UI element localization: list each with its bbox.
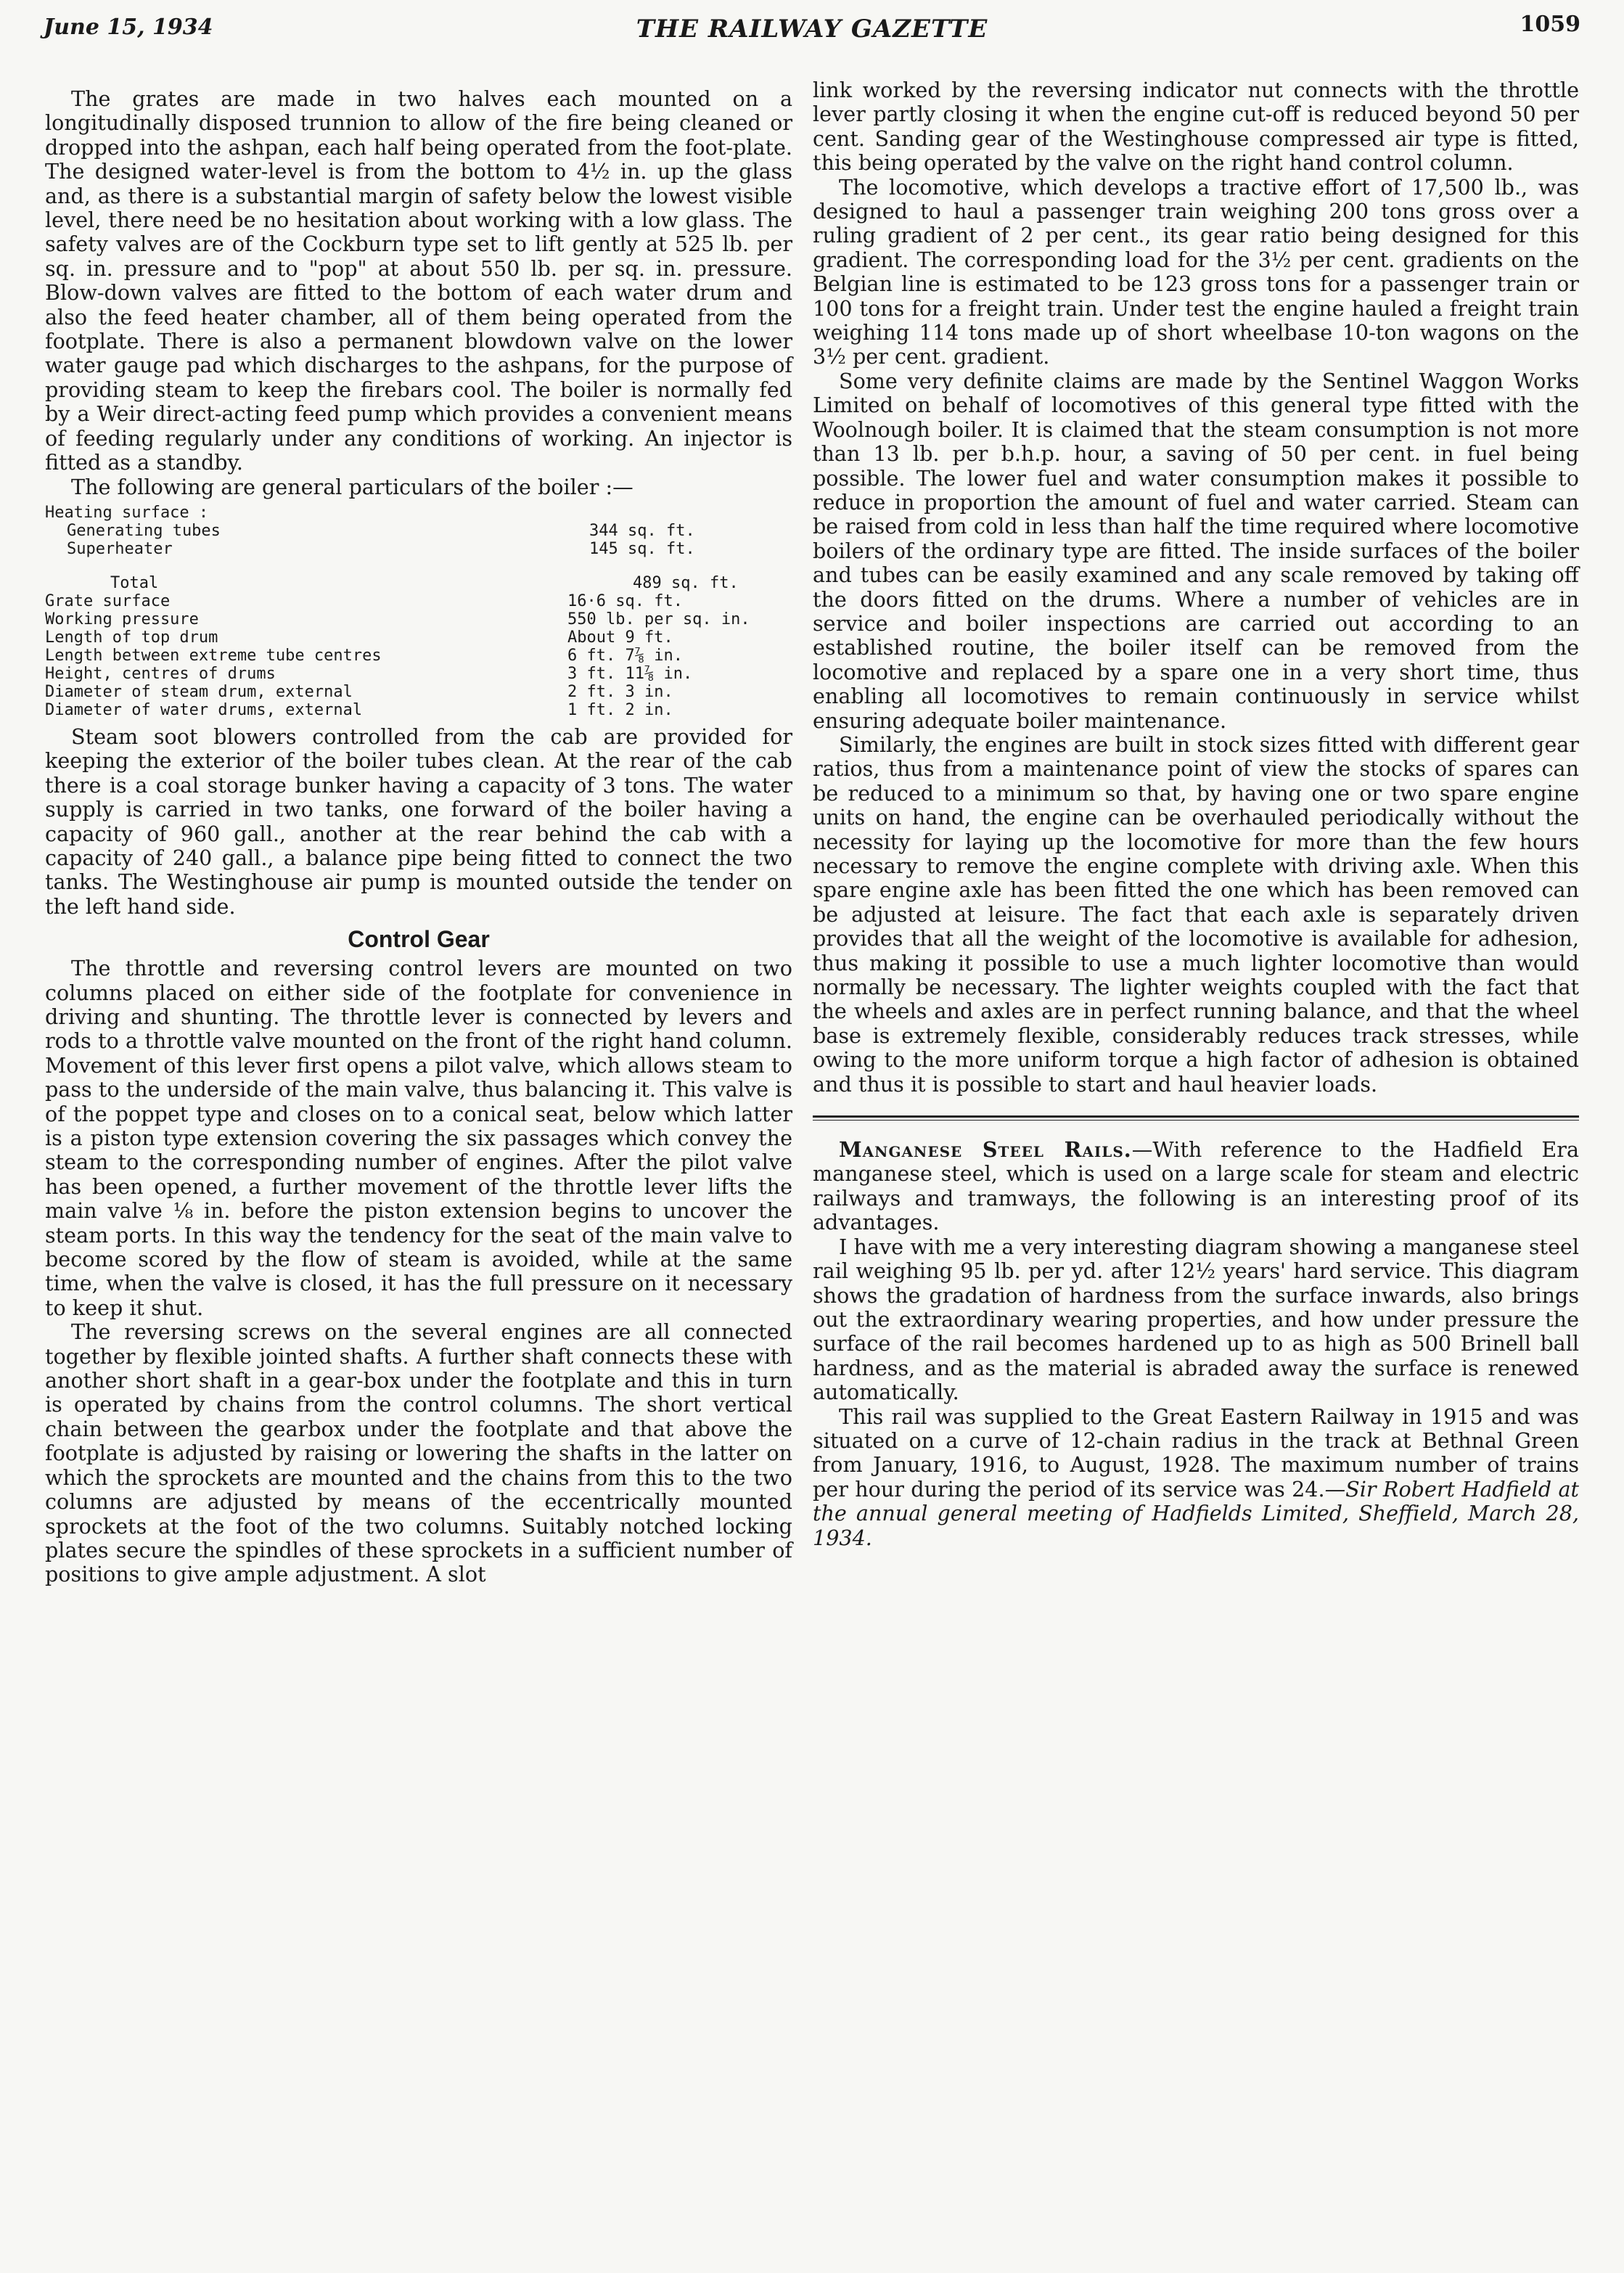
- spec-row: [45, 665, 792, 683]
- paragraph: The throttle and reversing control levers are mounted on two columns placed on either side of the footplate for convenience in driving and shunting. The throttle lever is connected by levers and rods to a throttle valve mounted on the front of the right hand column. Movement of this lever first opens a pilot valve, which allows steam to pass to the underside of the main valve, thus balancing it. This valve is of the poppet type and closes on to a conical seat, below which latter is a piston type extension covering the six passages which convey the steam to the corresponding number of engines. After the pilot valve has been opened, a further movement of the throttle lever lifts the main valve ⅛ in. before the piston extension begins to uncover the steam ports. In this way the tendency for the seat of the main valve to become scored by the flow of steam is avoided, while at the same time, when the valve is closed, it has the full pressure on it necessary to keep it shut.: [45, 956, 792, 1320]
- paragraph: The grates are made in two halves each mounted on a longitudinally disposed trunnion to allow of the fire being cleaned or dropped into the ashpan, each half being operated from the foot-plate. The designed water-level is from the bottom to 4½ in. up the glass and, as there is a substantial margin of safety below the lowest visible level, there need be no hesitation about working with a low glass. The safety valves are of the Cockburn type set to lift gently at 525 lb. per sq. in. pressure and to "pop" at about 550 lb. per sq. in. pressure. Blow-down valves are fitted to the bottom of each water drum and also the feed heater chamber, all of them being operated from the footplate. There is also a permanent blowdown valve on the lower water gauge pad which discharges to the ashpans, for the purpose of providing steam to keep the firebars cool. The boiler is normally fed by a Weir direct-acting feed pump which provides a convenient means of feeding regularly under any conditions of working. An injector is fitted as a standby.: [45, 86, 792, 475]
- spec-row: [45, 574, 792, 592]
- spec-value: 344 sq. ft.: [589, 521, 695, 540]
- boiler-specifications-table: [45, 504, 792, 719]
- news-item-heading: Manganese Steel Rails.: [839, 1137, 1132, 1163]
- spec-label: Heating surface :: [45, 503, 209, 522]
- spec-label: Generating tubes: [67, 521, 221, 540]
- page-number: 1059: [1520, 12, 1580, 37]
- spec-row: [45, 522, 792, 540]
- spacer: [45, 558, 792, 574]
- spec-value: 550 lb. per sq. in.: [567, 610, 750, 628]
- spec-value: 145 sq. ft.: [589, 539, 695, 558]
- attribution: —Sir Robert Hadfield at the annual general meeting of Hadfields Limited, Sheffield, March 28, 1934.: [813, 1476, 1579, 1550]
- paragraph: [813, 1405, 1579, 1550]
- spec-label: Grate surface: [45, 591, 171, 610]
- right-column: [813, 78, 1579, 1550]
- spec-label: Diameter of water drums, external: [45, 700, 363, 719]
- spec-label: Total: [110, 573, 159, 592]
- paragraph: Similarly, the engines are built in stock sizes fitted with different gear ratios, thus from a maintenance point of view the stocks of spares can be reduced to a minimum so that, by having one or two spare engine units on hand, the engine can be overhauled periodically without the necessity for laying up the locomotive for more than the few hours necessary to remove the engine complete with driving axle. When this spare engine axle has been fitted the one which has been removed can be adjusted at leisure. The fact that each axle is separately driven provides that all the weight of the locomotive is available for adhesion, thus making it possible to use a much lighter locomotive than would normally be necessary. The lighter weights coupled with the fact that the wheels and axles are in perfect running balance, and that the wheel base is extremely flexible, considerably reduces track stresses, while owing to the more uniform torque a high factor of adhesion is obtained and thus it is possible to start and haul heavier loads.: [813, 732, 1579, 1097]
- issue-date: June 15, 1934: [44, 15, 213, 40]
- spec-label: Superheater: [67, 539, 173, 558]
- spec-value: 3 ft. 11⅞ in.: [567, 664, 693, 683]
- spec-row: [45, 592, 792, 610]
- spec-row: [45, 504, 792, 522]
- spec-label: Length of top drum: [45, 628, 218, 647]
- section-heading: Control Gear: [348, 926, 490, 953]
- spec-row: [45, 628, 792, 647]
- news-item-text: —With reference to the Hadfield Era manganese steel, which is used on a large scale for steam and electric railways and tramways, the following is an interesting proof of its advantages.: [813, 1137, 1579, 1235]
- paragraph: The reversing screws on the several engines are all connected together by flexible jointed shafts. A further shaft connects these with another short shaft in a gear-box under the footplate and this in turn is operated by chains from the control columns. The short vertical chain between the gearbox under the footplate and that above the footplate is adjusted by raising or lowering the shafts in the latter on which the sprockets are mounted and the chains from this to the two columns are adjusted by means of the eccentrically mounted sprockets at the foot of the two columns. Suitably notched locking plates secure the spindles of these sprockets in a sufficient number of positions to give ample adjustment. A slot: [45, 1319, 792, 1587]
- spec-label: Length between extreme tube centres: [45, 646, 382, 665]
- spec-value: 2 ft. 3 in.: [567, 682, 673, 701]
- spec-value: About 9 ft.: [567, 628, 673, 647]
- paragraph: The following are general particulars of the boiler :—: [71, 474, 633, 499]
- spec-row: [45, 540, 792, 558]
- spec-value: 489 sq. ft.: [633, 573, 739, 592]
- spec-row: [45, 647, 792, 665]
- spec-label: Working pressure: [45, 610, 199, 628]
- spec-row: [45, 701, 792, 719]
- paragraph-text: This rail was supplied to the Great Eastern Railway in 1915 and was situated on a curve of 12-chain radius in the track at Bethnal Green from January, 1916, to August, 1928. The maximum number of trains per hour during the period of its service was 24.: [813, 1404, 1579, 1502]
- paragraph: link worked by the reversing indicator nut connects with the throttle lever partly closing it when the engine cut-off is reduced beyond 50 per cent. Sanding gear of the Westinghouse compressed air type is fitted, this being operated by the valve on the right hand control column.: [813, 78, 1579, 176]
- page-header: [44, 10, 1580, 55]
- paragraph: Some very definite claims are made by the Sentinel Waggon Works Limited on behalf of locomotives of this general type fitted with the Woolnough boiler. It is claimed that the steam consumption is not more than 13 lb. per b.h.p. hour, a saving of 50 per cent. in fuel being possible. The lower fuel and water consumption makes it possible to reduce in proportion the amount of fuel and water carried. Steam can be raised from cold in less than half the time required where locomotive boilers of the ordinary type are fitted. The inside surfaces of the boiler and tubes can be easily examined and any scale removed by taking off the doors fitted on the drums. Where a number of vehicles are in service and boiler inspections are carried out according to an established routine, the boiler itself can be removed from the locomotive and replaced by a spare one in a very short time, thus enabling all locomotives to remain continuously in service whilst ensuring adequate boiler maintenance.: [813, 368, 1579, 733]
- spec-value: 6 ft. 7⅞ in.: [567, 646, 683, 665]
- spec-row: [45, 683, 792, 701]
- news-item: [813, 1138, 1579, 1235]
- spec-label: Diameter of steam drum, external: [45, 682, 353, 701]
- spec-value: 1 ft. 2 in.: [567, 700, 673, 719]
- spec-row: [45, 610, 792, 628]
- section-divider: [813, 1115, 1579, 1121]
- spec-value: 16·6 sq. ft.: [567, 591, 683, 610]
- left-column: [45, 87, 792, 1587]
- paragraph: Steam soot blowers controlled from the cab are provided for keeping the exterior of the boiler tubes clean. At the rear of the cab there is a coal storage bunker having a capacity of 3 tons. The water supply is carried in two tanks, one forward of the boiler having a capacity of 960 gall., another at the rear behind the cab with a capacity of 240 gall., a balance pipe being fitted to connect the two tanks. The Westinghouse air pump is mounted outside the tender on the left hand side.: [45, 724, 792, 919]
- publication-title: THE RAILWAY GAZETTE: [636, 15, 988, 44]
- paragraph: I have with me a very interesting diagram showing a manganese steel rail weighing 95 lb. per yd. after 12½ years' hard service. This diagram shows the gradation of hardness from the surface inwards, also brings out the extraordinary wearing properties, and how under pressure the surface of the rail becomes hardened up to as high as 500 Brinell ball hardness, and as the material is abraded away the surface is renewed automatically.: [813, 1234, 1579, 1405]
- spec-label: Height, centres of drums: [45, 664, 276, 683]
- paragraph: The locomotive, which develops a tractive effort of 17,500 lb., was designed to haul a passenger train weighing 200 tons gross over a ruling gradient of 2 per cent., its gear ratio being designed for this gradient. The corresponding load for the 3½ per cent. gradients on the Belgian line is estimated to be 123 gross tons for a passenger train or 100 tons for a freight train. Under test the engine hauled a freight train weighing 114 tons made up of short wheelbase 10-ton wagons on the 3½ per cent. gradient.: [813, 174, 1579, 369]
